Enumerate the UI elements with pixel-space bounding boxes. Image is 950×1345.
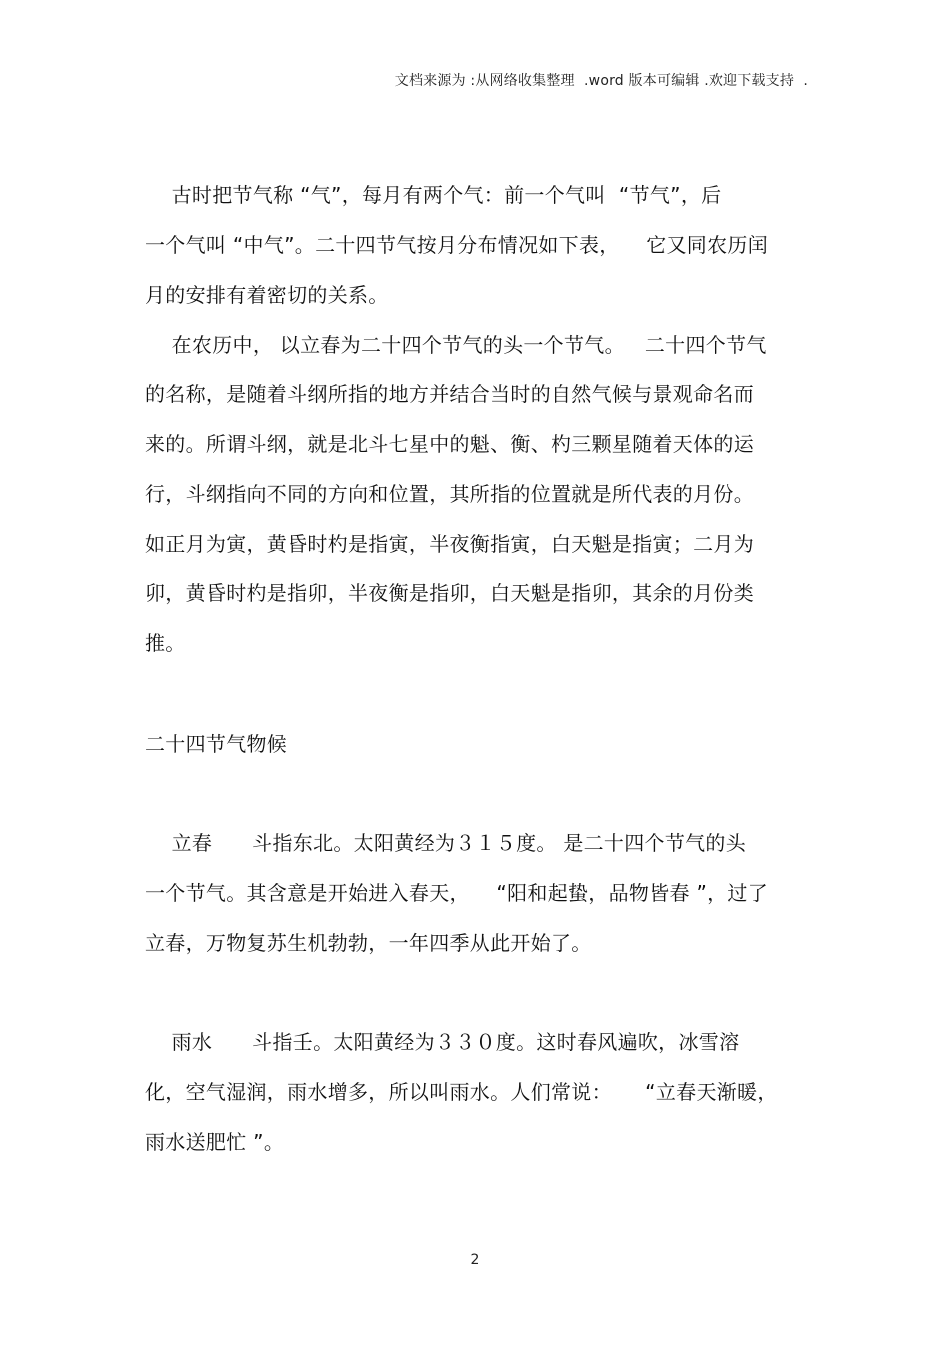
paragraph-2-line-4: 行，斗纲指向不同的方向和位置，其所指的位置就是所代表的月份。 — [145, 482, 754, 506]
entry-lichun-line-2: 一个节气。其含意是开始进入春天， “阳和起蛰，品物皆春 ”，过了 — [145, 881, 769, 905]
paragraph-2-line-5: 如正月为寅，黄昏时杓是指寅，半夜衡指寅，白天魁是指寅；二月为 — [145, 532, 754, 556]
entry-yushui-line-1: 雨水 斗指壬。太阳黄经为３３０度。这时春风遍吹，冰雪溶 — [145, 1030, 740, 1054]
paragraph-1-line-3: 月的安排有着密切的关系。 — [145, 283, 389, 307]
paragraph-2-line-1: 在农历中， 以立春为二十四个节气的头一个节气。 二十四个节气 — [145, 333, 767, 357]
paragraph-1-line-2: 一个气叫 “中气”。二十四节气按月分布情况如下表， 它又同农历闰 — [145, 233, 769, 257]
page-number: 2 — [470, 1252, 480, 1268]
paragraph-2-line-2: 的名称，是随着斗纲所指的地方并结合当时的自然气候与景观命名而 — [145, 382, 754, 406]
section-title: 二十四节气物候 — [145, 732, 288, 756]
entry-yushui-line-3: 雨水送肥忙 ”。 — [145, 1130, 285, 1154]
entry-lichun-line-1: 立春 斗指东北。太阳黄经为３１５度。 是二十四个节气的头 — [145, 831, 747, 855]
entry-lichun-line-3: 立春，万物复苏生机勃勃，一年四季从此开始了。 — [145, 931, 592, 955]
page-header: 文档来源为 :从网络收集整理 .word 版本可编辑 .欢迎下载支持 . — [394, 73, 808, 89]
paragraph-1-line-1: 古时把节气称 “气”，每月有两个气：前一个气叫 “节气”，后 — [145, 183, 722, 207]
paragraph-2-line-6: 卯，黄昏时杓是指卯，半夜衡是指卯，白天魁是指卯，其余的月份类 — [145, 581, 754, 605]
entry-yushui-line-2: 化，空气湿润，雨水增多，所以叫雨水。人们常说： “立春天渐暖， — [145, 1080, 778, 1104]
paragraph-2-line-7: 推。 — [145, 631, 186, 655]
paragraph-2-line-3: 来的。所谓斗纲，就是北斗七星中的魁、衡、杓三颗星随着天体的运 — [145, 432, 754, 456]
